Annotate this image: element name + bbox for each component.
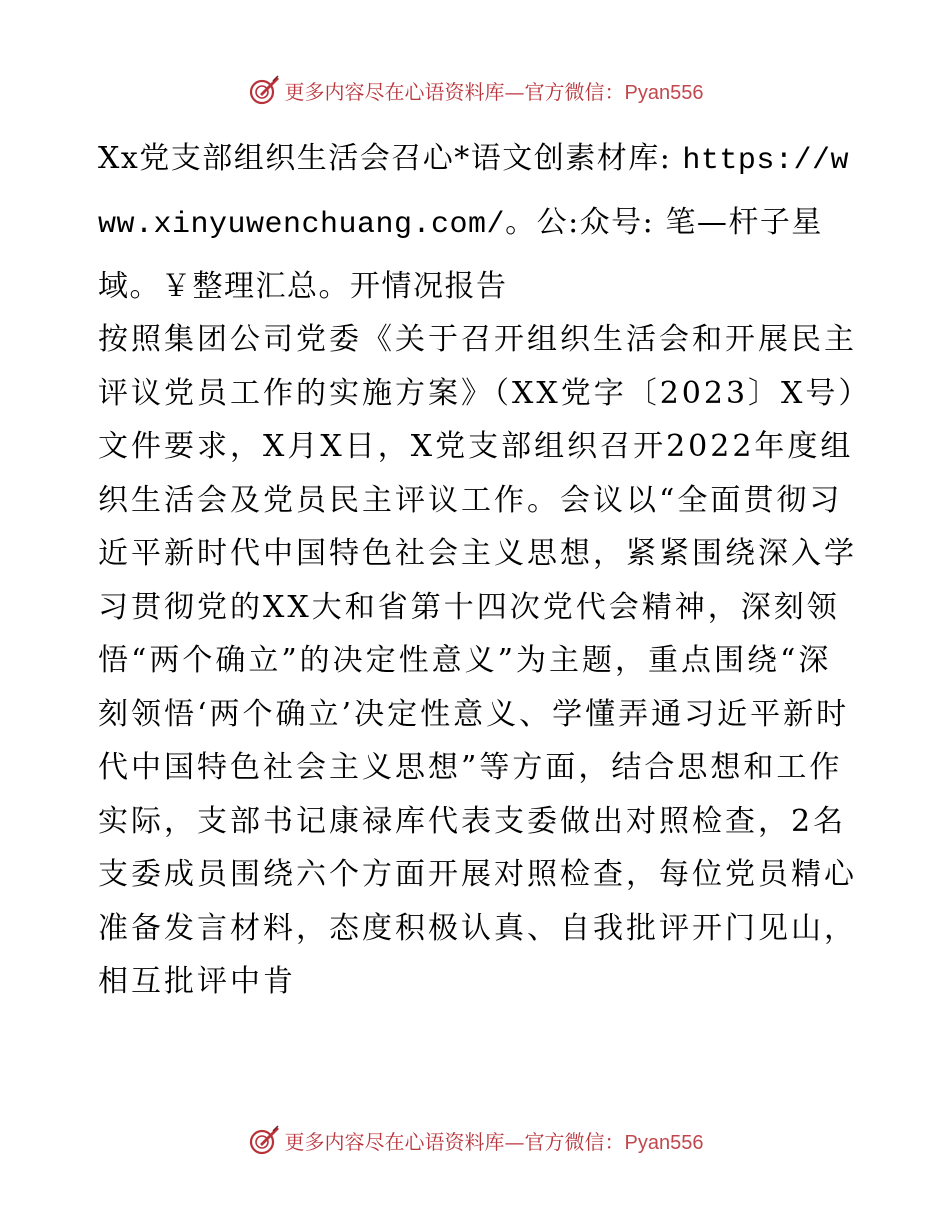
footer-banner (0, 1120, 950, 1160)
header-wechat-id: Pyan556 (624, 81, 704, 104)
title-url: https://www.xinyuwenchuang.com/ (98, 144, 849, 242)
header-banner (0, 70, 950, 110)
quill-pen-logo-icon (247, 73, 281, 107)
body-paragraph: 按照集团公司党委《关于召开组织生活会和开展民主评议党员工作的实施方案》（XX党字〔2023〕X号）文件要求，X月X日，X党支部组织召开2022年度组织生活会及党员民主评议工作。会议以“全面贯彻习近平新时代中国特色社会主义思想，紧紧围绕深入学习贯彻党的XX大和省第十四次党代会精神，深刻领悟“两个确立”的决定性意义”为主题，重点围绕“深刻领悟‘两个确立’决定性意义、学懂弄通习近平新时代中国特色社会主义思想”等方面，结合思想和工作实际，支部书记康禄库代表支委做出对照检查，2名支委成员围绕六个方面开展对照检查，每位党员精心准备发言材料，态度积极认真、自我批评开门见山，相互批评中肯 (98, 322, 857, 999)
title-text-part2: 。公:众号: 笔—杆子星域。￥整理汇总。开情况报告 (98, 205, 823, 304)
header-banner-text: 更多内容尽在心语资料库—官方微信：Pyan556 (284, 79, 704, 104)
quill-pen-logo-icon (247, 1123, 281, 1157)
document-body (98, 313, 858, 1009)
footer-wechat-id: Pyan556 (624, 1131, 704, 1154)
document-title (98, 128, 858, 318)
footer-banner-text: 更多内容尽在心语资料库—官方微信：Pyan556 (284, 1129, 704, 1154)
title-text-part1: Xx党支部组织生活会召心*语文创素材库: (98, 141, 683, 176)
